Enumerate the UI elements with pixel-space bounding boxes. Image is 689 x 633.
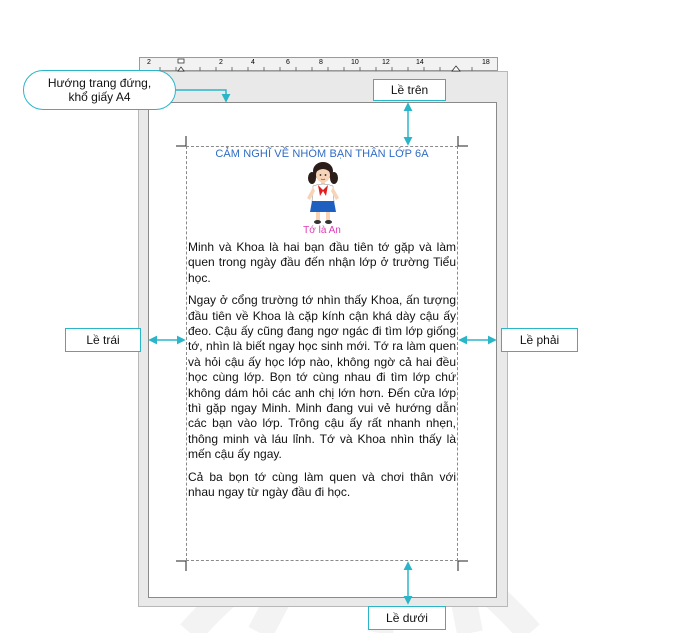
ruler-number: 2 [147, 59, 151, 66]
illustration-caption: Tớ là An [303, 225, 341, 236]
paragraph: Cả ba bọn tớ cùng làm quen và chơi thân với nhau ngay từ ngày đầu đi học. [188, 469, 456, 500]
ruler-number: 8 [319, 59, 323, 66]
ruler-number: 18 [482, 59, 490, 66]
ruler-number: 14 [416, 59, 424, 66]
ruler-number: 12 [382, 59, 390, 66]
ruler-number: 10 [351, 59, 359, 66]
right-margin-label: Lề phải [501, 328, 578, 352]
orientation-callout [23, 70, 176, 110]
left-margin-label: Lề trái [65, 328, 141, 352]
paragraph: Ngay ở cổng trường tớ nhìn thấy Khoa, ấn tượng đầu tiên về Khoa là cặp kính cận khá dày cậu ấy đeo. Cậu ấy cũng đang ngơ ngác đi tìm lớp giống tớ, nhìn là biết ngay học sinh mới. Tớ ra làm quen và hỏi cậu ấy học lớp nào, không ngờ cả hai đều học cùng lớp. Bọn tớ cùng nhau đi tìm lớp chứ không dám hỏi các anh chị lớn hơn. Đến cửa lớp thì gặp ngay Minh. Minh đang vui vẻ hướng dẫn các bạn vào lớp. Trông cậu ấy rất nhanh nhẹn, thông minh và láu lỉnh. Tớ và Khoa nhìn thấy là mến cậu ấy ngay. [188, 293, 456, 462]
ruler-number: 4 [251, 59, 255, 66]
ruler-number: 6 [286, 59, 290, 66]
paragraph: Minh và Khoa là hai bạn đầu tiên tớ gặp và làm quen trong ngày đầu đến nhận lớp ở trường Tiểu học. [188, 240, 456, 285]
ruler-number: 2 [219, 59, 223, 66]
orientation-line1: Hướng trang đứng, [47, 76, 152, 90]
top-margin-label: Lề trên [373, 79, 446, 101]
bottom-margin-label: Lề dưới [368, 606, 446, 630]
document-title: CẢM NGHĨ VỀ NHÓM BẠN THÂN LỚP 6A [215, 148, 429, 160]
orientation-arrow [176, 90, 226, 101]
orientation-line2: khổ giấy A4 [68, 90, 131, 104]
